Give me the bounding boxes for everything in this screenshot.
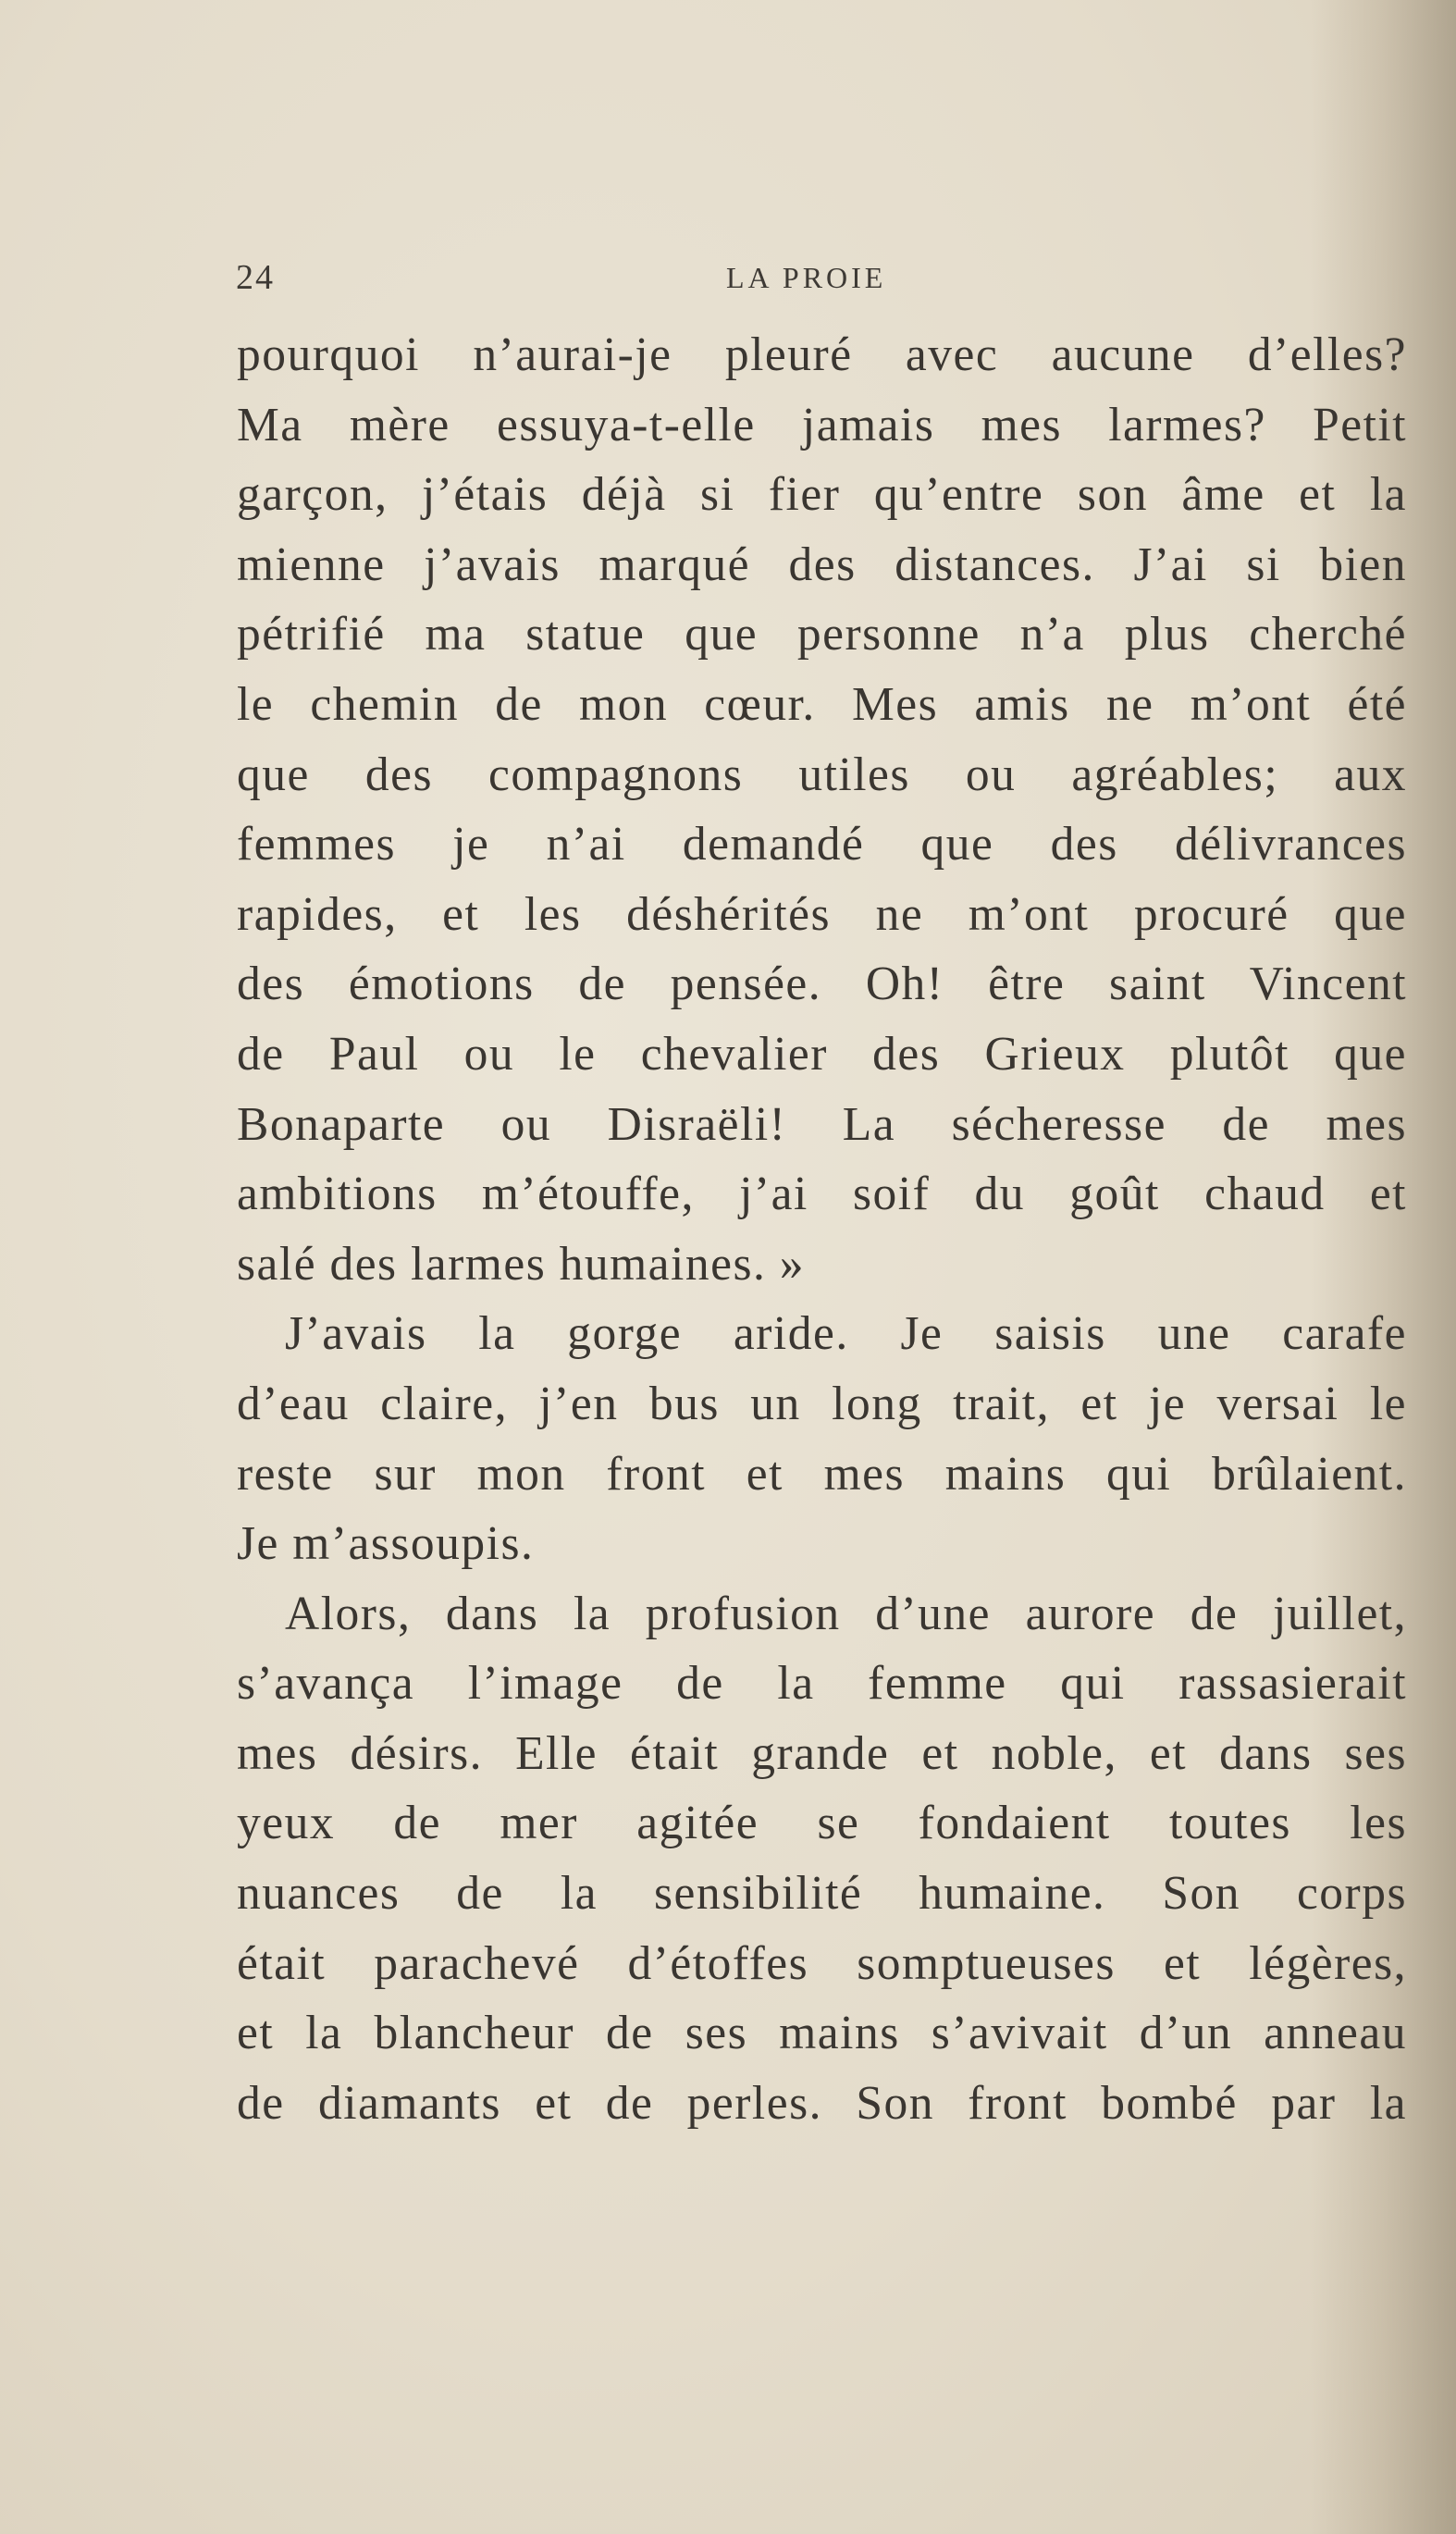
- paragraph-start-line: Alors, dans la profusion d’une aurore de juillet,: [285, 1587, 1407, 1640]
- text-line: rapides, et les déshérités ne m’ont procuré que: [237, 887, 1407, 941]
- text-line: pourquoi n’aurai-je pleuré avec aucune d’elles?: [237, 328, 1407, 381]
- text-line: de Paul ou le chevalier des Grieux plutôt que: [237, 1027, 1407, 1081]
- text-line: que des compagnons utiles ou agréables; aux: [237, 748, 1407, 801]
- page-header: [236, 257, 1411, 303]
- text-line: était parachevé d’étoffes somptueuses et légères,: [237, 1936, 1407, 1990]
- text-line: mes désirs. Elle était grande et noble, et dans ses: [237, 1726, 1407, 1780]
- text-line: nuances de la sensibilité humaine. Son corps: [237, 1867, 1407, 1921]
- paragraph-start-line: J’avais la gorge aride. Je saisis une carafe: [285, 1307, 1407, 1361]
- text-line: femmes je n’ai demandé que des délivrances: [237, 818, 1407, 871]
- text-line: de diamants et de perles. Son front bombé par la: [237, 2076, 1407, 2130]
- text-line: Ma mère essuya-t-elle jamais mes larmes? Petit: [237, 398, 1407, 451]
- text-line: pétrifié ma statue que personne n’a plus cherché: [237, 608, 1407, 661]
- text-line: le chemin de mon cœur. Mes amis ne m’ont été: [237, 677, 1407, 731]
- text-line: ambitions m’étouffe, j’ai soif du goût chaud et: [237, 1168, 1407, 1221]
- text-line: Je m’assoupis.: [237, 1517, 535, 1571]
- text-line: d’eau claire, j’en bus un long trait, et je versai le: [237, 1377, 1407, 1430]
- text-line: garçon, j’étais déjà si fier qu’entre son âme et la: [237, 468, 1407, 522]
- running-title: LA PROIE: [726, 261, 887, 294]
- text-line: Bonaparte ou Disraëli! La sécheresse de mes: [237, 1097, 1407, 1151]
- text-line: salé des larmes humaines. »: [237, 1237, 805, 1291]
- body-text: [237, 320, 1407, 2138]
- text-line: yeux de mer agitée se fondaient toutes les: [237, 1797, 1407, 1850]
- text-line: reste sur mon front et mes mains qui brûlaient.: [237, 1447, 1407, 1501]
- page-number: 24: [236, 258, 275, 297]
- text-line: mienne j’avais marqué des distances. J’ai si bien: [237, 538, 1407, 591]
- text-line: des émotions de pensée. Oh! être saint Vincent: [237, 958, 1407, 1011]
- text-line: et la blancheur de ses mains s’avivait d’un anneau: [237, 2007, 1407, 2060]
- text-line: s’avança l’image de la femme qui rassasierait: [237, 1657, 1407, 1711]
